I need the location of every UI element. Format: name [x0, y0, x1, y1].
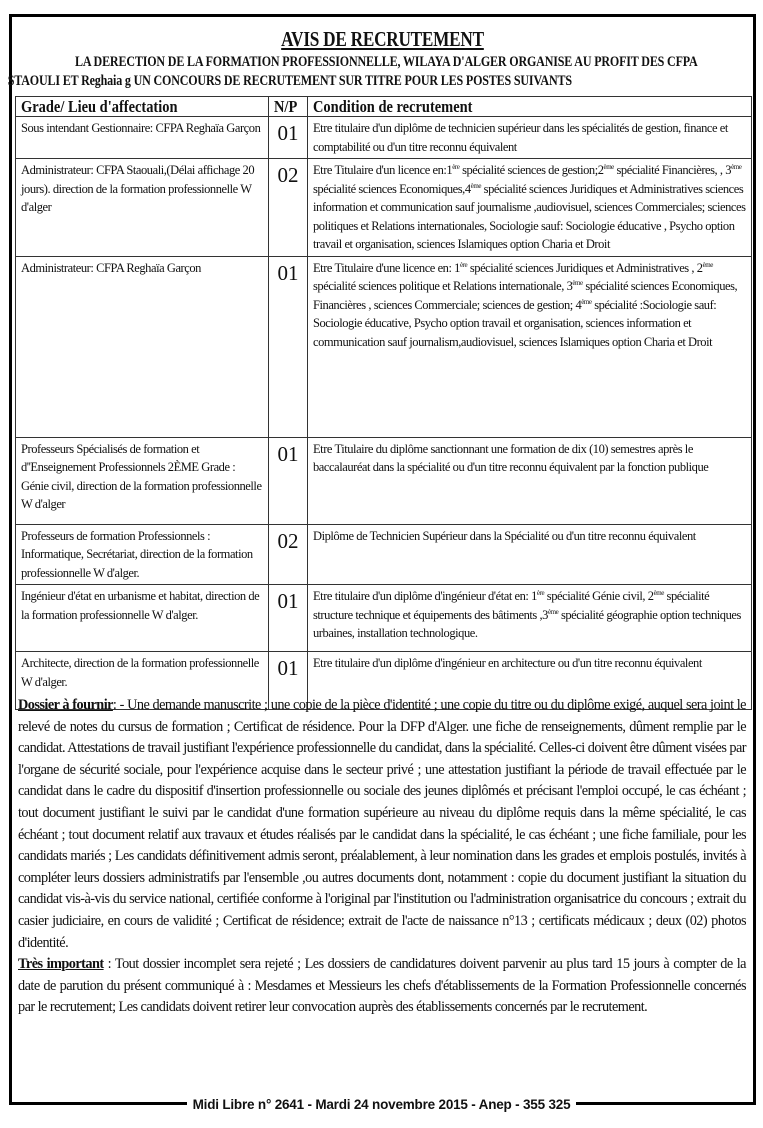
- header-grade: Grade/ Lieu d'affectation: [16, 97, 269, 117]
- grade-cell: Architecte, direction de la formation professionnelle W d'alger.: [16, 652, 269, 710]
- table-row: [16, 585, 752, 652]
- np-cell: 02: [269, 159, 308, 257]
- np-cell: 02: [269, 524, 308, 585]
- np-cell: 01: [269, 652, 308, 710]
- notice-title: AVIS DE RECRUTEMENT: [281, 27, 484, 51]
- ordinal-suffix: ème: [653, 588, 664, 597]
- positions-table: [15, 96, 752, 710]
- condition-text: Etre titulaire d'un diplôme d'ingénieur en architecture ou d'un titre reconnu équivalent: [313, 656, 702, 670]
- condition-text: Etre titulaire d'un diplôme d'ingénieur d'état en: 1: [313, 589, 537, 603]
- publication-footer: [0, 1098, 763, 1116]
- condition-cell: [308, 585, 752, 652]
- condition-text: Etre Titulaire d'une licence en: 1: [313, 260, 460, 275]
- important-paragraph: [18, 954, 746, 1019]
- footer-text: Midi Libre n° 2641 - Mardi 24 novembre 2015 - Anep - 355 325: [187, 1097, 577, 1112]
- ordinal-suffix: ème: [731, 162, 742, 171]
- dossier-label: Dossier à fournir: [18, 697, 113, 713]
- ordinal-suffix: ème: [470, 181, 481, 190]
- dossier-paragraph: [18, 695, 746, 954]
- condition-text: spécialité sciences politique et Relations internationale, 3: [313, 279, 573, 293]
- condition-cell: [308, 117, 752, 159]
- condition-text: spécialité sciences de gestion;2: [459, 163, 604, 177]
- condition-text: spécialité sciences Economiques,4: [313, 181, 471, 196]
- ordinal-suffix: ème: [702, 260, 713, 269]
- condition-text: Diplôme de Technicien Supérieur dans la Spécialité ou d'un titre reconnu équivalent: [313, 528, 696, 543]
- grade-cell: Administrateur: CFPA Staouali,(Délai affichage 20 jours). direction de la formation professionnelle W d'alger: [16, 159, 269, 257]
- ordinal-suffix: ère: [536, 588, 545, 597]
- grade-cell: Professeurs Spécialisés de formation et d''Enseignement Professionnels 2ÈME Grade : Génie civil, direction de la formation professionnelle W d'alger: [16, 437, 269, 524]
- ordinal-suffix: ème: [547, 607, 559, 616]
- header-np: N/P: [269, 97, 308, 117]
- condition-text: spécialité sciences Economiques, Financières , sciences Commerciale; sciences de gestion; 4: [313, 279, 738, 312]
- ordinal-suffix: ère: [459, 260, 468, 269]
- condition-text: spécialité Financières, , 3: [613, 163, 732, 177]
- ordinal-suffix: ère: [452, 162, 460, 171]
- np-cell: 01: [269, 585, 308, 652]
- ordinal-suffix: ème: [581, 297, 592, 306]
- np-cell: 01: [269, 437, 308, 524]
- condition-text: spécialité structure technique et équipements des bâtiments ,3: [313, 589, 710, 622]
- condition-cell: [308, 256, 752, 437]
- condition-text: spécialité :Sociologie sauf: Sociologie éducative, Psycho option travail et organisation, sciences information et communication sauf journalism,audiovisuel, sciences Islamiques option Charia et Droit: [313, 297, 717, 349]
- table-row: [16, 159, 752, 257]
- grade-cell: Professeurs de formation Professionnels : Informatique, Secrétariat, direction de la formation professionnelle W d'alger.: [16, 524, 269, 585]
- condition-text: Etre Titulaire du diplôme sanctionnant une formation de dix (10) semestres après le baccalauréat dans la spécialité ou d'un titre reconnu équivalent par la fonction publique: [313, 441, 709, 474]
- recruitment-notice: [9, 14, 756, 1105]
- table-row: [16, 117, 752, 159]
- np-cell: 01: [269, 256, 308, 437]
- table-header-row: [16, 97, 752, 117]
- grade-cell: Administrateur: CFPA Reghaïa Garçon: [16, 256, 269, 437]
- table-row: [16, 256, 752, 437]
- notice-body: [18, 695, 746, 1019]
- condition-text: Etre titulaire d'un diplôme de technicien supérieur dans les spécialités de gestion, finance et comptabilité ou d'un titre reconnu équivalent: [313, 121, 728, 154]
- table-row: [16, 524, 752, 585]
- condition-cell: [308, 159, 752, 257]
- table-row: [16, 437, 752, 524]
- condition-cell: [308, 524, 752, 585]
- condition-text: spécialité sciences Juridiques et Administratives sciences information et communication sauf journalisme ,audiovisuel, sciences Commerciales; sciences politiques et Relations internationales, Sociologie sauf: Sociologie éducative , Psycho option travail et organisation, sciences Islamiques option Charia et Droit: [313, 181, 746, 251]
- condition-text: spécialité sciences Juridiques et Administratives , 2: [467, 260, 703, 275]
- grade-cell: Ingénieur d'état en urbanisme et habitat, direction de la formation professionnelle W d'alger.: [16, 585, 269, 652]
- condition-cell: [308, 437, 752, 524]
- grade-cell: Sous intendant Gestionnaire: CFPA Reghaïa Garçon: [16, 117, 269, 159]
- important-text: : Tout dossier incomplet sera rejeté ; Les dossiers de candidatures doivent parvenir au plus tard 15 jours à compter de la date de parution du présent communiqué à : Mesdames et Messieurs les chefs d'établissements de la Formation Professionnelle concernés par le recrutement; Les candidats doivent retirer leur convocation auprès des établissements concernés par le recrutement.: [18, 956, 746, 1016]
- ordinal-suffix: ème: [572, 278, 583, 287]
- dossier-text: : - Une demande manuscrite ; une copie de la pièce d'identité ; une copie du titre ou du diplôme exigé, auquel sera joint le relevé de notes du cursus de formation ; Certificat de résidence. Pour la DFP d'Alger. une fiche de renseignements, dûment remplie par le candidat. Attestations de travail justifiant l'expérience professionnelle du candidat, dans la spécialité. Celles-ci doivent être dûment visées par l'organe de sécurité sociale, pour l'expérience acquise dans le secteur privé ; une attestation justifiant la période de travail effectuée par le candidat dans le cadre du dispositif d'insertion professionnelle ou sociale des jeunes diplômés et précisant l'emploi occupé, le cas échéant ; tout document justifiant le suivi par le candidat d'une formation supérieure au niveau du diplôme requis dans la même spécialité, le cas échéant ; tout document relatif aux travaux et études réalisés par le candidat dans la spécialité, le cas échéant ; une fiche familiale, pour les candidats mariés ; Les candidats définitivement admis seront, préalablement, à leur nomination dans les grades et emplois postulés, invités à compléter leurs dossiers administratifs par l'ensemble ,ou autres documents dont, notamment : copie du document justifiant la situation du candidat vis-à-vis du service national, certifiée conforme à l'original par l'institution ou l'administration organisatrice du concours ; extrait du casier judiciaire, en cours de validité ; Certificat de résidence; extrait de l'acte de naissance n°13 ; certificats médicaux ; deux (02) photos d'identité.: [18, 697, 746, 951]
- condition-text: Etre Titulaire d'un licence en:1: [313, 163, 453, 177]
- notice-subtitle-line1: LA DERECTION DE LA FORMATION PROFESSIONNELLE, WILAYA D'ALGER ORGANISE AU PROFIT DES CFPA: [74, 54, 698, 70]
- np-cell: 01: [269, 117, 308, 159]
- condition-text: spécialité Génie civil, 2: [544, 589, 654, 603]
- important-label: Très important: [18, 956, 104, 973]
- condition-text: spécialité géographie option techniques urbaines, installation technologique.: [313, 607, 741, 640]
- notice-subtitle-line2: STAOULI ET Reghaia g UN CONCOURS DE RECRUTEMENT SUR TITRE POUR LES POSTES SUIVANTS: [7, 73, 572, 89]
- header-condition: Condition de recrutement: [308, 97, 752, 117]
- ordinal-suffix: ème: [603, 162, 614, 171]
